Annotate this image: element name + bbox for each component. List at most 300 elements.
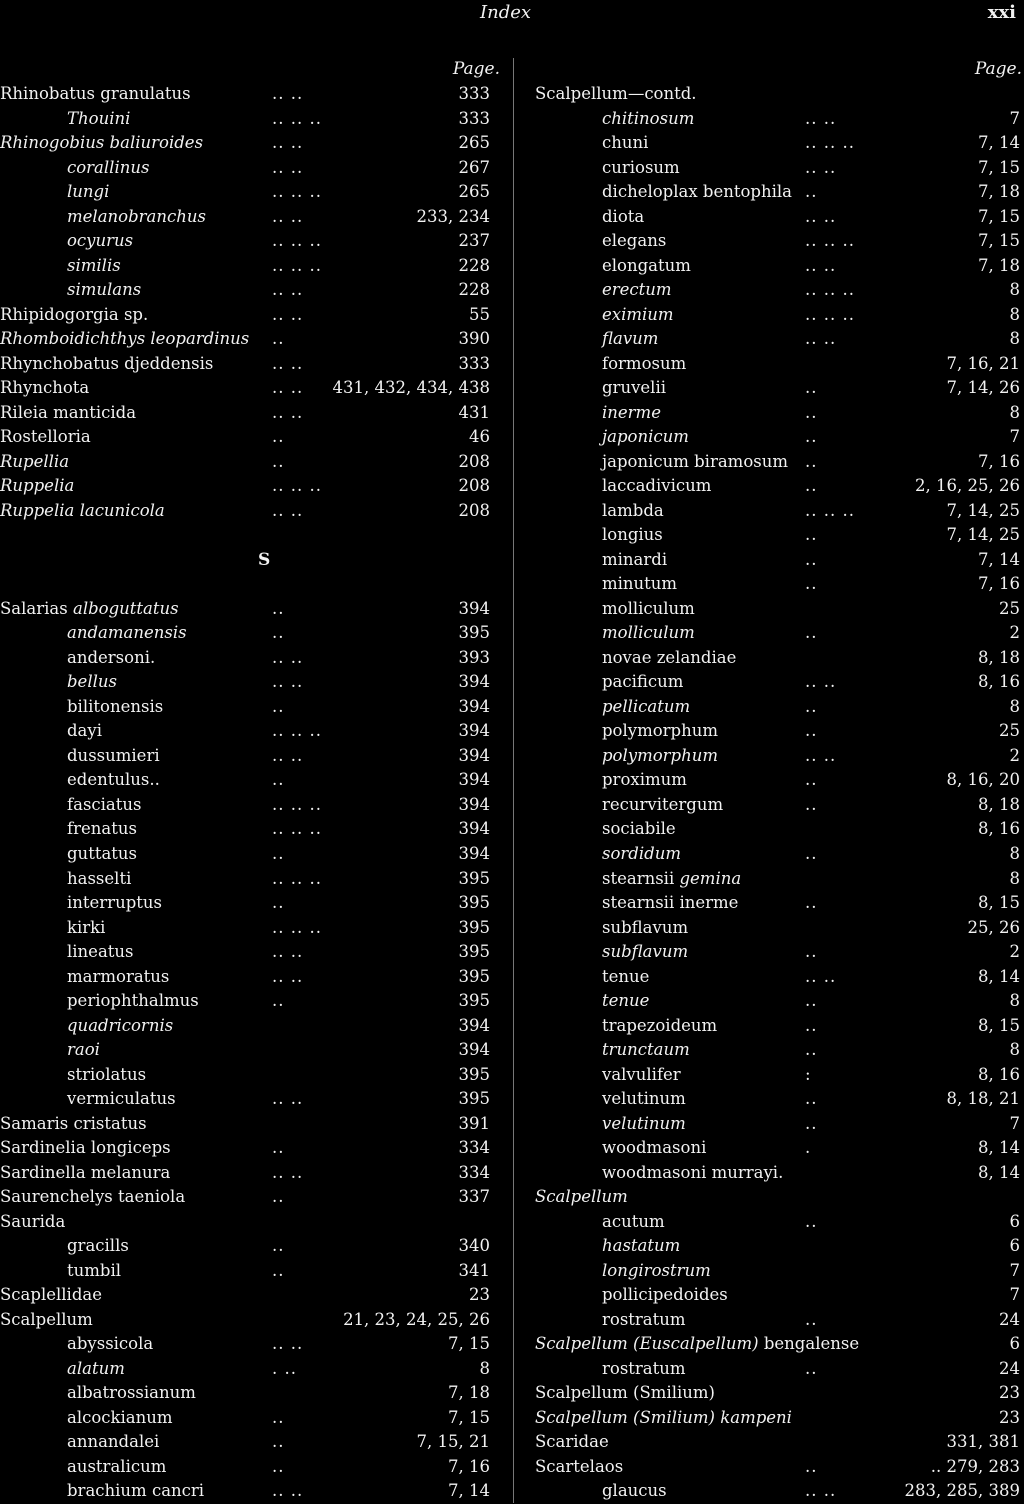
entry-term [602,205,644,230]
entry-term [602,1210,665,1235]
entry-term [67,719,102,744]
entry-pages: 7, 15, 21 [416,1432,490,1452]
index-entry [535,425,1022,450]
index-entry [535,1136,1022,1161]
index-entry [535,1161,1022,1186]
entry-pages: 265 [458,182,490,202]
entry-term [602,891,738,916]
term-roman: australicum [67,1456,167,1476]
section-heading [0,548,500,573]
index-entry [0,891,500,916]
index-entry [535,303,1022,328]
entry-pages: 394 [458,696,490,716]
entry-pages: 8 [1009,868,1020,888]
entry-pages: 8 [479,1358,490,1378]
index-entry [0,817,500,842]
term-roman: velutinum [602,1089,686,1109]
entry-term [67,205,206,230]
index-entry [0,793,500,818]
term-roman: Scaplellidae [0,1285,102,1305]
term-roman: Rhinobatus granulatus [0,84,191,103]
index-entry [0,646,500,671]
dot-leader: .. [805,843,818,863]
index-entry [0,597,500,622]
entry-term [0,131,203,156]
term-roman: recurvitergum [602,794,724,814]
entry-term [67,254,121,279]
dot-leader: .. [272,623,285,643]
term-roman: dussumieri [67,745,160,765]
term-roman: Rhynchobatus djeddensis [0,353,214,373]
page-column-label: Page. [974,59,1022,79]
entry-term [602,744,718,769]
dot-leader: .. .. .. [272,868,322,888]
entry-pages: 7 [1009,427,1020,447]
term-roman: curiosum [602,157,680,177]
entry-term [0,401,136,426]
index-entry [0,499,500,524]
index-entry [0,131,500,156]
term-italic: polymorphum [602,745,719,765]
entry-pages: 228 [458,280,490,300]
entry-pages: 7, 15 [448,1334,490,1354]
dot-leader: .. [272,598,285,618]
dot-leader: .. .. .. [272,794,322,814]
entry-term [0,327,249,352]
dot-leader: .. .. .. [272,231,322,251]
index-entry [535,548,1022,573]
dot-leader: .. [805,1211,818,1231]
term-italic: lungi [67,182,110,202]
entry-pages: 395 [458,1064,490,1084]
index-entry [535,1112,1022,1137]
index-entry [0,670,500,695]
dot-leader: .. .. .. [805,231,855,251]
term-roman: valvulifer [602,1064,681,1084]
term-roman: minutum [602,574,678,594]
dot-leader: .. [805,402,818,422]
dot-leader: .. [805,1040,818,1060]
entry-term [67,891,162,916]
term-italic: erectum [602,280,672,300]
entry-pages: 6 [1009,1211,1020,1231]
index-entry [535,1087,1022,1112]
term-italic: gemina [679,868,742,888]
entry-pages: 24 [999,1309,1020,1329]
term-roman: annandalei [67,1432,160,1452]
entry-term [602,425,689,450]
index-entry [0,425,500,450]
index-entry [535,572,1022,597]
dot-leader: .. .. [805,672,837,692]
entry-term [602,1479,667,1504]
entry-term [602,768,687,793]
entry-term [535,1185,628,1210]
term-italic: Scalpellum (Euscalpellum) [535,1334,759,1354]
term-roman: Rhipidogorgia sp. [0,304,149,324]
entry-pages: 2, 16, 25, 26 [915,476,1020,496]
dot-leader: .. .. [272,157,304,177]
index-column-right [535,57,1022,1504]
entry-pages: 7 [1009,108,1020,128]
term-roman: brachium cancri [67,1481,205,1501]
entry-pages: 394 [458,1015,490,1035]
dot-leader: .. .. .. [805,280,855,300]
entry-pages: 8 [1009,304,1020,324]
term-roman: bengalense [758,1334,860,1354]
term-italic: inerme [602,402,661,422]
index-entry [535,352,1022,377]
section-letter: S [258,549,271,570]
entry-pages: 394 [458,819,490,839]
term-roman: Scaridae [535,1432,609,1452]
entry-term [67,1087,176,1112]
entry-term [602,817,676,842]
term-roman: Rhynchota [0,378,90,398]
index-entry [535,768,1022,793]
entry-term [602,1087,686,1112]
term-roman: proximum [602,770,687,790]
term-italic: similis [67,255,121,275]
index-entry [535,695,1022,720]
index-entry [535,719,1022,744]
dot-leader: . .. [272,1358,297,1378]
entry-pages: 8 [1009,1040,1020,1060]
entry-pages: 208 [458,451,490,471]
index-entry [0,719,500,744]
entry-pages: 2 [1009,745,1020,765]
index-entry [535,180,1022,205]
term-italic: corallinus [67,157,150,177]
term-roman: lineatus [67,942,134,962]
dot-leader: .. .. .. [805,304,855,324]
index-entry [0,867,500,892]
entry-term [67,621,187,646]
dot-leader: .. [805,623,818,643]
entry-pages: 394 [458,770,490,790]
term-italic: Ruppelia [0,476,75,496]
index-entry [535,107,1022,132]
term-roman: glaucus [602,1481,667,1501]
entry-pages: 8, 16 [978,1064,1020,1084]
term-roman: bilitonensis [67,696,164,716]
entry-pages: 333 [458,108,490,128]
entry-pages: 7, 16 [978,574,1020,594]
term-roman: stearnsii [602,868,680,888]
term-italic: japonicum [602,427,689,447]
term-roman: polymorphum [602,721,719,741]
entry-term [602,1136,706,1161]
term-roman: Saurida [0,1211,66,1231]
entry-pages: 8, 15 [978,893,1020,913]
dot-leader: .. .. [272,1481,304,1501]
term-italic: flavum [602,329,659,349]
index-entry [535,156,1022,181]
index-entry [0,180,500,205]
term-italic: Rhomboidichthys leopardinus [0,329,250,349]
index-entry [0,1210,500,1235]
index-entry [535,401,1022,426]
term-roman: japonicum biramosum [602,451,788,471]
dot-leader: .. .. [272,402,304,422]
index-entry [535,1308,1022,1333]
term-roman: hasselti [67,868,132,888]
dot-leader: .. [805,893,818,913]
index-entry [535,793,1022,818]
index-entry [0,695,500,720]
term-roman: Sardinella melanura [0,1162,171,1182]
index-entry [0,107,500,132]
entry-term [602,180,792,205]
index-entry [0,1038,500,1063]
index-entry [535,1381,1022,1406]
entry-term [67,1259,121,1284]
entry-term [602,278,672,303]
entry-term [67,1455,166,1480]
index-entry [535,82,1022,107]
entry-term [602,254,691,279]
dot-leader: .. .. [272,1162,304,1182]
term-roman: subflavum [602,917,689,937]
entry-pages: 341 [458,1260,490,1280]
term-italic: Ruppelia lacunicola [0,500,165,520]
term-roman: elongatum [602,255,691,275]
index-entry [535,1455,1022,1480]
index-entry [0,1136,500,1161]
index-entry [535,523,1022,548]
term-italic: Thouini [67,108,131,128]
term-italic: andamanensis [67,623,187,643]
dot-leader: .. .. [272,745,304,765]
dot-leader: .. [805,549,818,569]
entry-pages: 6 [1009,1334,1020,1354]
entry-pages: 7, 14, 25 [946,525,1020,545]
entry-term [67,670,117,695]
entry-pages: 7, 14 [978,133,1020,153]
entry-pages: 8 [1009,402,1020,422]
entry-pages: 395 [458,1089,490,1109]
entry-pages: 25 [999,598,1020,618]
dot-leader: .. .. [272,1334,304,1354]
index-entry [535,376,1022,401]
term-roman: longius [602,525,663,545]
dot-leader: .. .. [272,304,304,324]
term-roman: acutum [602,1211,665,1231]
entry-term [67,817,137,842]
entry-pages: 7, 15 [448,1407,490,1427]
term-roman: Scartelaos [535,1456,624,1476]
entry-pages: 394 [458,745,490,765]
entry-pages: 23 [469,1285,490,1305]
term-roman: Scalpellum [0,1309,93,1329]
entry-term [0,597,179,622]
entry-pages: 331, 381 [946,1432,1020,1452]
entry-term [602,450,788,475]
entry-pages: 391 [458,1113,490,1133]
index-entry [535,1283,1022,1308]
entry-pages: 55 [469,304,490,324]
dot-leader: .. [272,1236,285,1256]
dot-leader: .. .. [805,329,837,349]
entry-pages: 333 [458,84,490,103]
entry-term [602,229,666,254]
term-roman: molliculum [602,598,695,618]
index-entry [535,205,1022,230]
entry-pages: 8 [1009,991,1020,1011]
index-entry [0,621,500,646]
dot-leader: .. [805,1358,818,1378]
entry-term [602,793,723,818]
entry-pages: 8, 14 [978,1138,1020,1158]
entry-term [602,376,666,401]
entry-pages: 7, 16 [448,1456,490,1476]
term-roman: Rostelloria [0,427,91,447]
dot-leader: .. .. .. [272,476,322,496]
dot-leader: .. .. .. [272,721,322,741]
term-roman: frenatus [67,819,137,839]
dot-leader: .. .. .. [805,133,855,153]
index-entry [0,940,500,965]
term-italic: pellicatum [602,696,691,716]
index-entry [535,1357,1022,1382]
entry-term [67,940,134,965]
entry-term [602,1161,783,1186]
entry-pages: 25 [999,721,1020,741]
term-roman: chuni [602,133,649,153]
dot-leader: .. [805,1113,818,1133]
term-roman: laccadivicum [602,476,712,496]
entry-term [602,646,736,671]
term-roman: pollicipedoides [602,1285,728,1305]
page-number-roman: xxi [987,2,1016,23]
term-italic: raoi [67,1040,100,1060]
dot-leader: .. [272,451,285,471]
index-entry [535,327,1022,352]
term-roman: rostratum [602,1309,686,1329]
entry-pages: 393 [458,647,490,667]
term-roman: dayi [67,721,102,741]
entry-term [0,1308,93,1333]
entry-term [67,1234,129,1259]
entry-pages: 7 [1009,1113,1020,1133]
entry-term [67,156,149,181]
page-column-label: Page. [452,59,500,79]
term-roman: woodmasoni murrayi. [602,1162,784,1182]
term-roman: Samaris cristatus [0,1113,147,1133]
dot-leader: .. [272,770,285,790]
dot-leader: .. .. [805,255,837,275]
term-roman: Saurenchelys taeniola [0,1187,186,1207]
spacer [0,523,500,548]
entry-pages: 267 [458,157,490,177]
entry-pages: 283, 285, 389 [904,1481,1020,1501]
dot-leader: .. [272,427,285,447]
term-italic: simulans [67,280,142,300]
term-italic: alboguttatus [72,598,179,618]
spacer [0,572,500,597]
dot-leader: .. .. [272,280,304,300]
index-entry [0,229,500,254]
entry-pages: 395 [458,893,490,913]
term-roman: novae zelandiae [602,647,737,667]
entry-pages: 333 [458,353,490,373]
entry-pages: 7, 18 [978,182,1020,202]
term-roman: tumbil [67,1260,122,1280]
index-entry [535,131,1022,156]
entry-term [67,1014,173,1039]
index-entry [0,768,500,793]
entry-term [602,670,683,695]
dot-leader: .. .. [272,1089,304,1109]
entry-pages: 395 [458,942,490,962]
entry-pages: 7, 16 [978,451,1020,471]
entry-term [67,695,163,720]
term-roman: Rileia manticida [0,402,137,422]
entry-pages: 7, 18 [448,1383,490,1403]
term-roman: woodmasoni [602,1138,707,1158]
entry-term [602,131,648,156]
term-roman: edentulus.. [67,770,160,790]
term-roman: trapezoideum [602,1015,718,1035]
entry-pages: 8, 18 [978,794,1020,814]
entry-term [0,474,74,499]
dot-leader: .. [805,721,818,741]
entry-term [602,1259,711,1284]
index-entry [0,254,500,279]
term-roman: vermiculatus [67,1089,176,1109]
term-roman: elegans [602,231,667,251]
entry-term [602,842,681,867]
entry-pages: 8 [1009,329,1020,349]
entry-term [0,303,148,328]
entry-term [0,352,213,377]
term-roman: andersoni. [67,647,156,667]
dot-leader: .. [805,942,818,962]
dot-leader: .. .. .. [272,819,322,839]
index-entry [0,1479,500,1504]
index-entry [0,1455,500,1480]
entry-pages: 431 [458,402,490,422]
index-entry [0,327,500,352]
term-italic: chitinosum [602,108,695,128]
term-italic: eximium [602,304,674,324]
entry-term [602,1112,686,1137]
dot-leader: .. [805,991,818,1011]
index-entry [535,1014,1022,1039]
entry-pages: 394 [458,721,490,741]
entry-term [67,229,133,254]
entry-pages: 208 [458,500,490,520]
entry-term [602,916,688,941]
entry-term [67,744,160,769]
dot-leader: .. [272,1260,285,1280]
term-roman: diota [602,206,645,226]
entry-pages: 46 [469,427,490,447]
entry-term [0,1185,185,1210]
term-italic: longirostrum [602,1260,711,1280]
index-entry [535,867,1022,892]
dot-leader: .. [272,329,285,349]
entry-term [535,1381,715,1406]
entry-term [602,327,658,352]
entry-pages: 237 [458,231,490,251]
dot-leader: .. [805,1089,818,1109]
entry-pages: 6 [1009,1236,1020,1256]
entry-pages: 7, 14, 25 [946,500,1020,520]
entry-pages: 7, 14 [978,549,1020,569]
index-entry [0,1063,500,1088]
entry-pages: 7, 14, 26 [946,378,1020,398]
